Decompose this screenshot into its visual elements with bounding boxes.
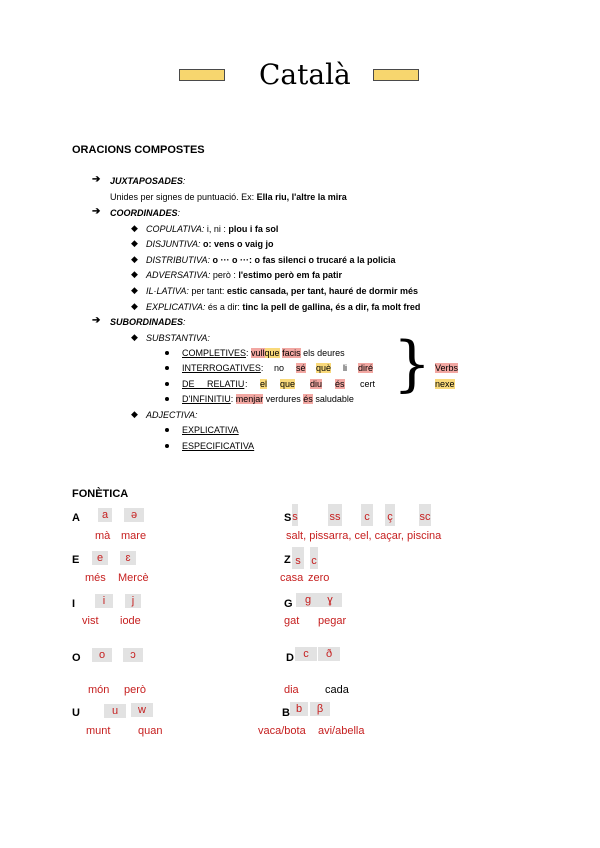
adjectiva-label: ADJECTIVA: [146, 410, 198, 420]
phonetics-letter-z: Z [284, 554, 291, 566]
phonetics-letter-e: E [72, 554, 80, 566]
phone-symbol: ɣ [318, 593, 342, 607]
arrow-bullet-icon: ➔ [92, 315, 101, 326]
phone-symbol: u [104, 704, 126, 718]
diamond-bullet-icon: ◆ [131, 254, 138, 264]
phonetics-letter-o: O [72, 652, 81, 664]
page-title: Català [259, 58, 351, 91]
phonetics-letter-d: D [286, 652, 294, 664]
juxtaposades-desc [110, 192, 347, 202]
interrogatives-line: INTERROGATIVES: [182, 363, 264, 373]
phonetics-letter-a: A [72, 512, 80, 524]
section-heading-fonetica: FONÈTICA [72, 488, 129, 500]
phonetics-example: pegar [318, 615, 347, 627]
phonetics-example: mare [121, 530, 147, 542]
coord-item-copulativa: COPULATIVA: i, ni : plou i fa sol [146, 224, 279, 234]
bullet-dot-icon [165, 382, 169, 386]
brace-icon: } [393, 329, 432, 399]
explicativa-label: EXPLICATIVA [182, 425, 239, 435]
relatiu-w2: que [280, 379, 296, 389]
interrogatives-w5: diré [358, 363, 374, 373]
especificativa-label: ESPECIFICATIVA [182, 441, 255, 451]
coord-item-disjuntiva: DISJUNTIVA: o: vens o vaig jo [146, 239, 274, 249]
phonetics-letter-b: B [282, 707, 290, 719]
phonetics-example: zero [308, 572, 330, 584]
phone-symbol: ɛ [120, 551, 136, 565]
phonetics-example: munt [86, 725, 111, 737]
phone-symbol: g [296, 593, 320, 607]
phonetics-example: però [124, 684, 147, 696]
bullet-dot-icon [165, 428, 169, 432]
title-decoration-right [373, 69, 419, 81]
interrogatives-w3: què [316, 363, 332, 373]
phone-symbol: b [290, 702, 308, 716]
phone-symbol: c [361, 504, 373, 526]
phonetics-example: quan [138, 725, 163, 737]
phonetics-letter-i: I [72, 598, 76, 610]
phonetics-example: iode [120, 615, 141, 627]
phone-symbol: ə [124, 508, 144, 522]
phone-symbol: ð [318, 647, 340, 661]
phone-symbol: ss [328, 504, 342, 526]
coord-item-explicativa: EXPLICATIVA: és a dir: tinc la pell de gallina, és a dir, fa molt fred [146, 302, 421, 312]
phone-symbol: j [125, 594, 141, 608]
section-heading-oracions: ORACIONS COMPOSTES [72, 144, 205, 156]
relatiu-w1: el [260, 379, 268, 389]
phonetics-example: dia [284, 684, 299, 696]
phone-symbol: c [310, 547, 318, 569]
verbs-legend: Verbs [435, 363, 459, 373]
phone-symbol: β [310, 702, 330, 716]
infinitiu-line: D'INFINITIU: menjar verdures és saludable [182, 394, 354, 404]
arrow-bullet-icon: ➔ [92, 174, 101, 185]
phone-symbol: e [92, 551, 108, 565]
coord-item-adversativa: ADVERSATIVA: però : l'estimo però em fa patir [146, 270, 343, 280]
phonetics-example: avi/abella [318, 725, 365, 737]
relatiu-colon: : [245, 379, 248, 389]
diamond-bullet-icon: ◆ [131, 301, 138, 311]
bullet-dot-icon [165, 366, 169, 370]
diamond-bullet-icon: ◆ [131, 223, 138, 233]
nexe-legend: nexe [435, 379, 455, 389]
bullet-dot-icon [165, 444, 169, 448]
phone-symbol: sc [419, 504, 431, 526]
phonetics-example: gat [284, 615, 300, 627]
phonetics-example: vist [82, 615, 99, 627]
coord-item-illativa: IL·LATIVA: per tant: estic cansada, per tant, hauré de dormir més [146, 286, 418, 296]
phonetics-example: vaca/bota [258, 725, 306, 737]
bullet-dot-icon [165, 351, 169, 355]
interrogatives-w2: sé [296, 363, 306, 373]
coord-item-distributiva: DISTRIBUTIVA: o ··· o ···: o fas silenci o trucaré a la policia [146, 255, 396, 265]
phone-symbol: s [292, 504, 298, 526]
relatiu-w5: cert [360, 379, 376, 389]
phonetics-example: cada [325, 684, 349, 696]
phonetics-example: mà [95, 530, 111, 542]
phone-symbol: ɔ [123, 648, 143, 662]
phonetics-letter-u: U [72, 707, 80, 719]
interrogatives-w1: no [274, 363, 285, 373]
juxtaposades-label: JUXTAPOSADES: [110, 176, 186, 186]
phonetics-example: món [88, 684, 110, 696]
bullet-dot-icon [165, 397, 169, 401]
juxtaposades-example: Ella riu, l'altre la mira [256, 192, 347, 202]
phonetics-example: casa [280, 572, 304, 584]
phone-symbol: c [295, 647, 317, 661]
subordinades-label: SUBORDINADES: [110, 317, 186, 327]
completives-line: COMPLETIVES: vullque facis els deures [182, 348, 345, 358]
phonetics-example: Mercè [118, 572, 149, 584]
title-decoration-left [179, 69, 225, 81]
coordinades-label: COORDINADES: [110, 208, 181, 218]
phone-symbol: i [95, 594, 113, 608]
phone-symbol: o [92, 648, 112, 662]
diamond-bullet-icon: ◆ [131, 269, 138, 279]
phone-symbol: w [131, 703, 153, 717]
phone-symbol: ç [385, 504, 395, 526]
diamond-bullet-icon: ◆ [131, 409, 138, 419]
interrogatives-w4: li [343, 363, 347, 373]
phone-symbol: s [292, 547, 304, 569]
arrow-bullet-icon: ➔ [92, 206, 101, 217]
relatiu-w3: diu [310, 379, 323, 389]
diamond-bullet-icon: ◆ [131, 332, 138, 342]
phonetics-example: més [85, 572, 106, 584]
phonetics-letter-g: G [284, 598, 293, 610]
phonetics-letter-s: S [284, 512, 292, 524]
juxtaposades-description: Unides per signes de puntuació. Ex: [110, 192, 255, 202]
relatiu-w4: és [335, 379, 345, 389]
phonetics-example: salt, pissarra, cel, caçar, piscina [286, 530, 442, 542]
phone-symbol: a [98, 508, 112, 522]
diamond-bullet-icon: ◆ [131, 285, 138, 295]
substantiva-label: SUBSTANTIVA: [146, 333, 210, 343]
diamond-bullet-icon: ◆ [131, 238, 138, 248]
relatiu-label: DE RELATIU [182, 379, 245, 389]
